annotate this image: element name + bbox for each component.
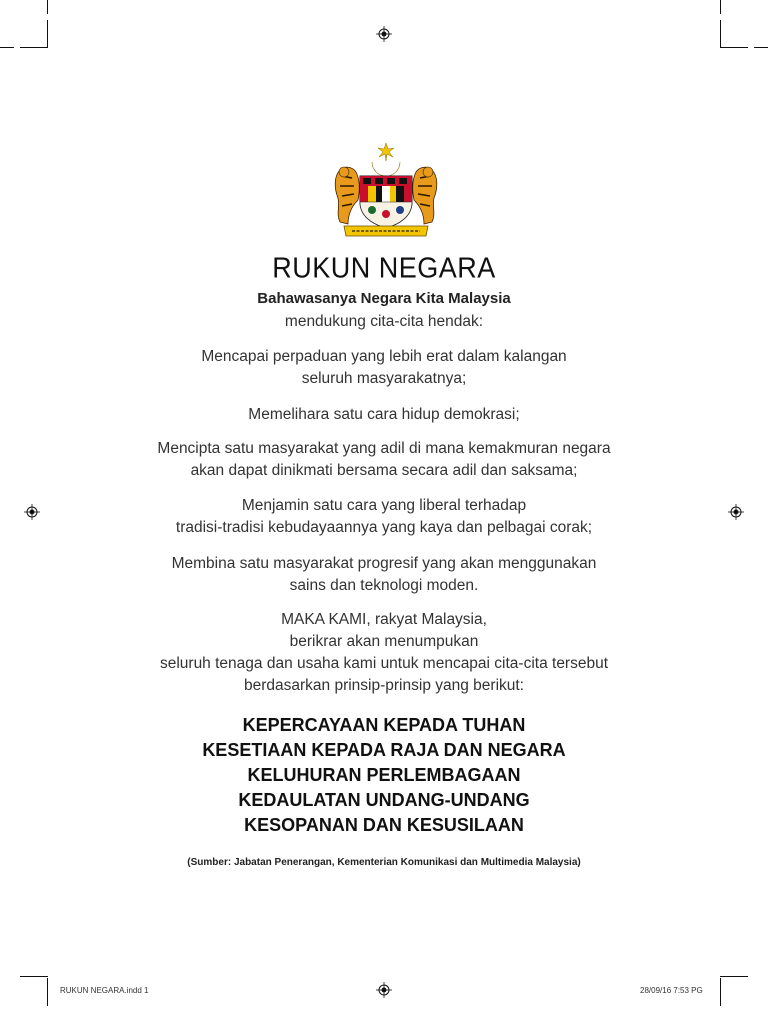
source-note: (Sumber: Jabatan Penerangan, Kementerian Komunikasi dan Multimedia Malaysia) (187, 857, 581, 868)
pledge-line-2: berikrar akan menumpukan (289, 633, 479, 650)
intro-line: mendukung cita-cita hendak: (284, 313, 484, 330)
pledge-line-3: seluruh tenaga dan usaha kami untuk mencapai cita-cita tersebut (159, 655, 609, 672)
print-slug-file: RUKUN NEGARA.indd 1 (60, 986, 149, 995)
pledge-line-4: berdasarkan prinsip-prinsip yang berikut: (243, 677, 524, 694)
aim-1-line-1: Mencapai perpaduan yang lebih erat dalam kalangan (201, 348, 567, 365)
aim-3-line-1: Mencipta satu masyarakat yang adil di mana kemakmuran negara (157, 440, 611, 457)
principle-3: KELUHURAN PERLEMBAGAAN (247, 765, 521, 785)
registration-mark-icon (376, 982, 392, 998)
page-subtitle: Bahawasanya Negara Kita Malaysia (257, 290, 511, 307)
aim-4-line-2: tradisi-tradisi kebudayaannya yang kaya dan pelbagai corak; (175, 519, 593, 536)
aim-5-line-2: sains dan teknologi moden. (289, 577, 479, 594)
principle-1: KEPERCAYAAN KEPADA TUHAN (242, 715, 526, 735)
aim-3-line-2: akan dapat dinikmati bersama secara adil dan saksama; (190, 462, 578, 479)
aim-2-line-1: Memelihara satu cara hidup demokrasi; (248, 406, 520, 423)
principles-list (0, 713, 768, 838)
aim-4-line-1: Menjamin satu cara yang liberal terhadap (241, 497, 527, 514)
coat-of-arms-of-malaysia-icon (330, 140, 442, 240)
aim-1-line-2: seluruh masyarakatnya; (301, 370, 467, 387)
principle-4: KEDAULATAN UNDANG-UNDANG (238, 790, 530, 810)
page-title: RUKUN NEGARA (272, 252, 496, 284)
pledge-line-1: MAKA KAMI, rakyat Malaysia, (281, 611, 487, 628)
principle-5: KESOPANAN DAN KESUSILAAN (244, 815, 524, 835)
print-slug-timestamp: 28/09/16 7:53 PG (640, 986, 703, 995)
aim-5-line-1: Membina satu masyarakat progresif yang akan menggunakan (171, 555, 597, 572)
principle-2: KESETIAAN KEPADA RAJA DAN NEGARA (202, 740, 566, 760)
registration-mark-icon (376, 26, 392, 42)
